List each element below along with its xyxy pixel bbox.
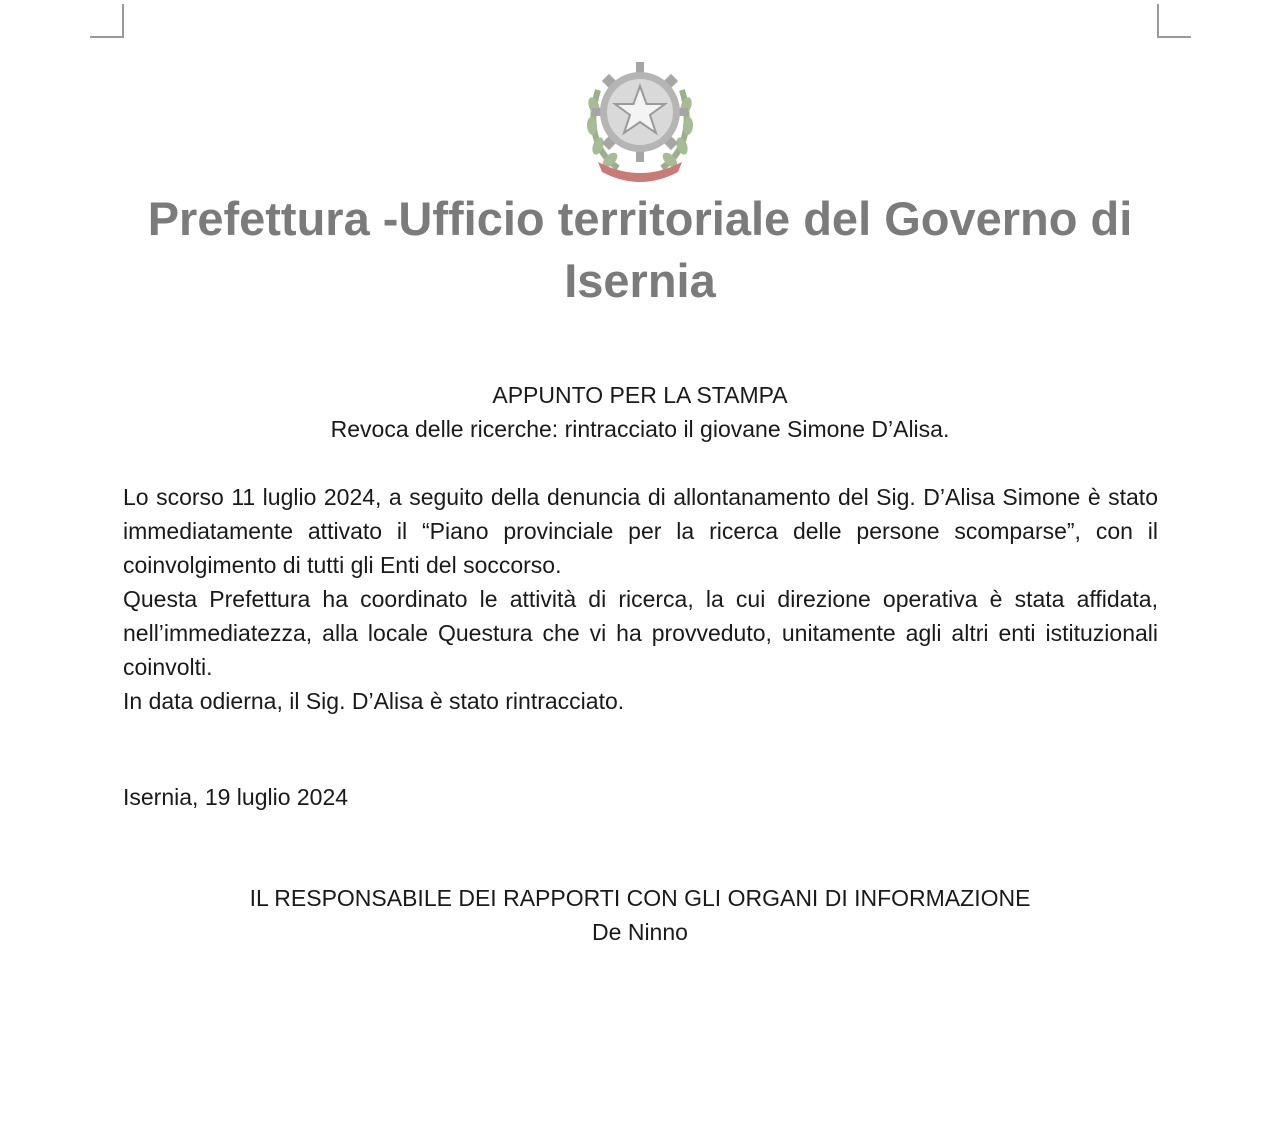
press-note-subject	[100, 378, 1180, 446]
office-heading: Prefettura -Ufficio territoriale del Governo di Isernia	[147, 192, 1133, 307]
crop-mark-top-right	[1157, 4, 1191, 38]
italian-republic-emblem-icon	[580, 56, 700, 182]
signature-block	[100, 881, 1180, 949]
body-paragraph-3: In data odierna, il Sig. D’Alisa è stato rintracciato.	[123, 688, 625, 714]
body-paragraph-2: Questa Prefettura ha coordinato le attività di ricerca, la cui direzione operativa è stata affidata, nell’immediatezza, alla locale Questura che vi ha provveduto, unitamente agli altri enti istituzionali coinvolti.	[123, 586, 1158, 680]
signatory-role: IL RESPONSABILE DEI RAPPORTI CON GLI ORGANI DI INFORMAZIONE	[249, 885, 1031, 911]
press-note-body	[123, 480, 1158, 718]
signatory-name: De Ninno	[592, 919, 688, 945]
press-note-title: APPUNTO PER LA STAMPA	[492, 382, 788, 408]
body-paragraph-1: Lo scorso 11 luglio 2024, a seguito della denuncia di allontanamento del Sig. D’Alisa Simone è stato immediatamente attivato il “Piano provinciale per la ricerca delle persone scomparse”, con il coinvolgimento di tutti gli Enti del soccorso.	[123, 484, 1158, 578]
crop-mark-top-left	[90, 4, 124, 38]
place-and-date: Isernia, 19 luglio 2024	[123, 784, 349, 810]
press-note-subtitle: Revoca delle ricerche: rintracciato il giovane Simone D’Alisa.	[330, 416, 950, 442]
